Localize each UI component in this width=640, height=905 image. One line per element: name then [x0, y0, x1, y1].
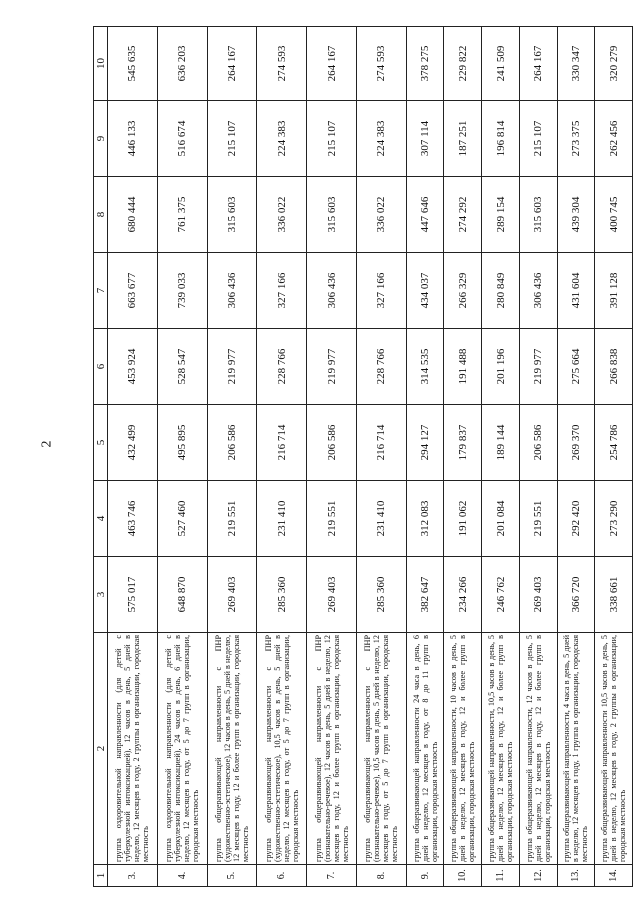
- row-number: 12.: [519, 865, 557, 887]
- cost-value-cell: 229 822: [444, 27, 482, 101]
- cost-value-cell: 269 403: [519, 557, 557, 633]
- cost-value-cell: 224 383: [257, 101, 307, 177]
- cost-value-cell: 201 196: [482, 329, 520, 405]
- row-description: группа общеразвивающей направленности с ПНР (познавательно-речевое), 12 часов в день, 5 дней в неделю, 12 месяцев в году, 12 и более групп в организации, городская местность: [307, 633, 357, 865]
- cost-value-cell: 432 499: [108, 405, 158, 481]
- column-header: 7: [94, 253, 108, 329]
- cost-value-cell: 269 403: [307, 557, 357, 633]
- row-number: 4.: [157, 865, 207, 887]
- cost-value-cell: 336 022: [356, 177, 406, 253]
- table-row: [557, 27, 595, 887]
- column-header: 10: [94, 27, 108, 101]
- cost-value-cell: 179 837: [444, 405, 482, 481]
- cost-value-cell: 761 375: [157, 177, 207, 253]
- cost-value-cell: 187 251: [444, 101, 482, 177]
- cost-value-cell: 648 870: [157, 557, 207, 633]
- cost-value-cell: 264 167: [207, 27, 257, 101]
- cost-value-cell: 338 661: [595, 557, 633, 633]
- cost-value-cell: 246 762: [482, 557, 520, 633]
- table-row: [406, 27, 444, 887]
- cost-value-cell: 463 746: [108, 481, 158, 557]
- column-header: 8: [94, 177, 108, 253]
- column-header: 3: [94, 557, 108, 633]
- cost-value-cell: 391 128: [595, 253, 633, 329]
- cost-value-cell: 266 329: [444, 253, 482, 329]
- cost-value-cell: 528 547: [157, 329, 207, 405]
- cost-value-cell: 453 924: [108, 329, 158, 405]
- row-description: группа общеразвивающей направленности с ПНР (художественно-эстетическое), 10,5 часов в день, 5 дней в неделю, 12 месяцев в году, от 5 до 7 групп в организации, городская местность: [257, 633, 307, 865]
- cost-value-cell: 292 420: [557, 481, 595, 557]
- row-description: группа общеразвивающей направленности 24 часа в день, 6 дней в неделю, 12 месяцев в году, от 8 до 11 групп в организации, городская местность: [406, 633, 444, 865]
- cost-value-cell: 289 154: [482, 177, 520, 253]
- column-header: 1: [94, 865, 108, 887]
- cost-value-cell: 327 166: [257, 253, 307, 329]
- cost-value-cell: 219 551: [207, 481, 257, 557]
- cost-value-cell: 275 664: [557, 329, 595, 405]
- cost-value-cell: 216 714: [257, 405, 307, 481]
- table-body: [108, 27, 633, 887]
- column-header: 6: [94, 329, 108, 405]
- cost-value-cell: 280 849: [482, 253, 520, 329]
- cost-value-cell: 307 114: [406, 101, 444, 177]
- cost-value-cell: 273 290: [595, 481, 633, 557]
- cost-value-cell: 231 410: [257, 481, 307, 557]
- table-row: [207, 27, 257, 887]
- cost-value-cell: 315 603: [307, 177, 357, 253]
- cost-value-cell: 314 535: [406, 329, 444, 405]
- cost-value-cell: 219 977: [519, 329, 557, 405]
- cost-value-cell: 231 410: [356, 481, 406, 557]
- cost-value-cell: 315 603: [519, 177, 557, 253]
- rotated-table-container: [93, 27, 633, 887]
- cost-value-cell: 285 360: [257, 557, 307, 633]
- cost-value-cell: 327 166: [356, 253, 406, 329]
- cost-value-cell: 241 509: [482, 27, 520, 101]
- cost-value-cell: 254 786: [595, 405, 633, 481]
- cost-value-cell: 739 033: [157, 253, 207, 329]
- cost-value-cell: 264 167: [519, 27, 557, 101]
- row-description: группа оздоровительной направленности (для детей с туберкулезной интоксикацией), 12 часов в день, 5 дней в неделю, 12 месяцев в году, 2 группы в организации, городская местность: [108, 633, 158, 865]
- cost-value-cell: 215 107: [519, 101, 557, 177]
- cost-value-cell: 312 083: [406, 481, 444, 557]
- cost-value-cell: 274 292: [444, 177, 482, 253]
- cost-value-cell: 219 551: [519, 481, 557, 557]
- row-number: 9.: [406, 865, 444, 887]
- table-row: [444, 27, 482, 887]
- header-row: [94, 27, 108, 887]
- cost-value-cell: 191 488: [444, 329, 482, 405]
- cost-value-cell: 400 745: [595, 177, 633, 253]
- row-number: 7.: [307, 865, 357, 887]
- cost-value-cell: 431 604: [557, 253, 595, 329]
- cost-value-cell: 545 635: [108, 27, 158, 101]
- cost-value-cell: 274 593: [257, 27, 307, 101]
- cost-value-cell: 234 266: [444, 557, 482, 633]
- column-header: 5: [94, 405, 108, 481]
- cost-value-cell: 219 977: [207, 329, 257, 405]
- cost-value-cell: 575 017: [108, 557, 158, 633]
- cost-value-cell: 264 167: [307, 27, 357, 101]
- row-description: группа общеразвивающей направленности с ПНР (познавательно-речевое), 10,5 часов в день, 5 дней в неделю, 12 месяцев в году, от 5 до 7 групп в организации, городская местность: [356, 633, 406, 865]
- cost-value-cell: 315 603: [207, 177, 257, 253]
- row-description: группа оздоровительной направленности (для детей с туберкулезной интоксикацией), 24 часов в день, 6 дней в неделю, 12 месяцев в году, от 5 до 7 групп в организации, городская местность: [157, 633, 207, 865]
- cost-table: [93, 26, 633, 887]
- cost-value-cell: 366 720: [557, 557, 595, 633]
- row-description: группа общеразвивающей направленности, 10,5 часов в день, 5 дней в неделю, 12 месяцев в году, 12 и более групп в организации, городская местность: [482, 633, 520, 865]
- cost-value-cell: 206 586: [519, 405, 557, 481]
- cost-value-cell: 636 203: [157, 27, 207, 101]
- cost-value-cell: 439 304: [557, 177, 595, 253]
- cost-value-cell: 306 436: [207, 253, 257, 329]
- cost-value-cell: 663 677: [108, 253, 158, 329]
- cost-value-cell: 215 107: [307, 101, 357, 177]
- cost-value-cell: 378 275: [406, 27, 444, 101]
- table-row: [595, 27, 633, 887]
- cost-value-cell: 382 647: [406, 557, 444, 633]
- cost-value-cell: 320 279: [595, 27, 633, 101]
- rotated-table: [93, 27, 633, 887]
- cost-value-cell: 336 022: [257, 177, 307, 253]
- cost-value-cell: 447 646: [406, 177, 444, 253]
- cost-value-cell: 262 456: [595, 101, 633, 177]
- table-row: [519, 27, 557, 887]
- row-number: 5.: [207, 865, 257, 887]
- row-number: 3.: [108, 865, 158, 887]
- cost-value-cell: 266 838: [595, 329, 633, 405]
- column-header: 9: [94, 101, 108, 177]
- cost-value-cell: 189 144: [482, 405, 520, 481]
- table-row: [356, 27, 406, 887]
- row-description: группа общеразвивающей направленности, 12 часов в день, 5 дней в неделю, 12 месяцев в году, 12 и более групп в организации, городская местность: [519, 633, 557, 865]
- cost-value-cell: 228 766: [356, 329, 406, 405]
- page-number: 2: [39, 440, 55, 448]
- cost-value-cell: 306 436: [307, 253, 357, 329]
- cost-value-cell: 495 895: [157, 405, 207, 481]
- cost-value-cell: 434 037: [406, 253, 444, 329]
- row-description: группа общеразвивающей направленности с ПНР (художественно-эстетическое), 12 часов в день, 5 дней в неделю, 12 месяцев в году, 12 и более групп в организации, городская местность: [207, 633, 257, 865]
- cost-value-cell: 680 444: [108, 177, 158, 253]
- cost-value-cell: 269 370: [557, 405, 595, 481]
- column-header: 4: [94, 481, 108, 557]
- row-description: группа общеразвивающей направленности 10,5 часов в день, 5 дней в неделю, 12 месяцев в году, 2 группы в организации, городская местность: [595, 633, 633, 865]
- cost-value-cell: 228 766: [257, 329, 307, 405]
- row-number: 10.: [444, 865, 482, 887]
- row-number: 6.: [257, 865, 307, 887]
- table-row: [482, 27, 520, 887]
- cost-value-cell: 516 674: [157, 101, 207, 177]
- cost-value-cell: 219 551: [307, 481, 357, 557]
- row-number: 14.: [595, 865, 633, 887]
- cost-value-cell: 446 133: [108, 101, 158, 177]
- row-description: группа общеразвивающей направленности, 4 часа в день, 5 дней в неделю, 12 месяцев в году, 1 группа в организации, городская местность: [557, 633, 595, 865]
- row-number: 8.: [356, 865, 406, 887]
- cost-value-cell: 330 347: [557, 27, 595, 101]
- cost-value-cell: 273 375: [557, 101, 595, 177]
- cost-value-cell: 216 714: [356, 405, 406, 481]
- cost-value-cell: 219 977: [307, 329, 357, 405]
- cost-value-cell: 294 127: [406, 405, 444, 481]
- cost-value-cell: 215 107: [207, 101, 257, 177]
- cost-value-cell: 196 814: [482, 101, 520, 177]
- cost-value-cell: 206 586: [307, 405, 357, 481]
- row-description: группа общеразвивающей направленности, 10 часов в день, 5 дней в неделю, 12 месяцев в году, 12 и более групп в организации, городская местность: [444, 633, 482, 865]
- cost-value-cell: 191 062: [444, 481, 482, 557]
- table-row: [157, 27, 207, 887]
- cost-value-cell: 269 403: [207, 557, 257, 633]
- table-row: [307, 27, 357, 887]
- column-header: 2: [94, 633, 108, 865]
- row-number: 11.: [482, 865, 520, 887]
- cost-value-cell: 206 586: [207, 405, 257, 481]
- cost-value-cell: 527 460: [157, 481, 207, 557]
- table-row: [257, 27, 307, 887]
- cost-value-cell: 274 593: [356, 27, 406, 101]
- cost-value-cell: 201 084: [482, 481, 520, 557]
- table-row: [108, 27, 158, 887]
- cost-value-cell: 306 436: [519, 253, 557, 329]
- cost-value-cell: 285 360: [356, 557, 406, 633]
- cost-value-cell: 224 383: [356, 101, 406, 177]
- row-number: 13.: [557, 865, 595, 887]
